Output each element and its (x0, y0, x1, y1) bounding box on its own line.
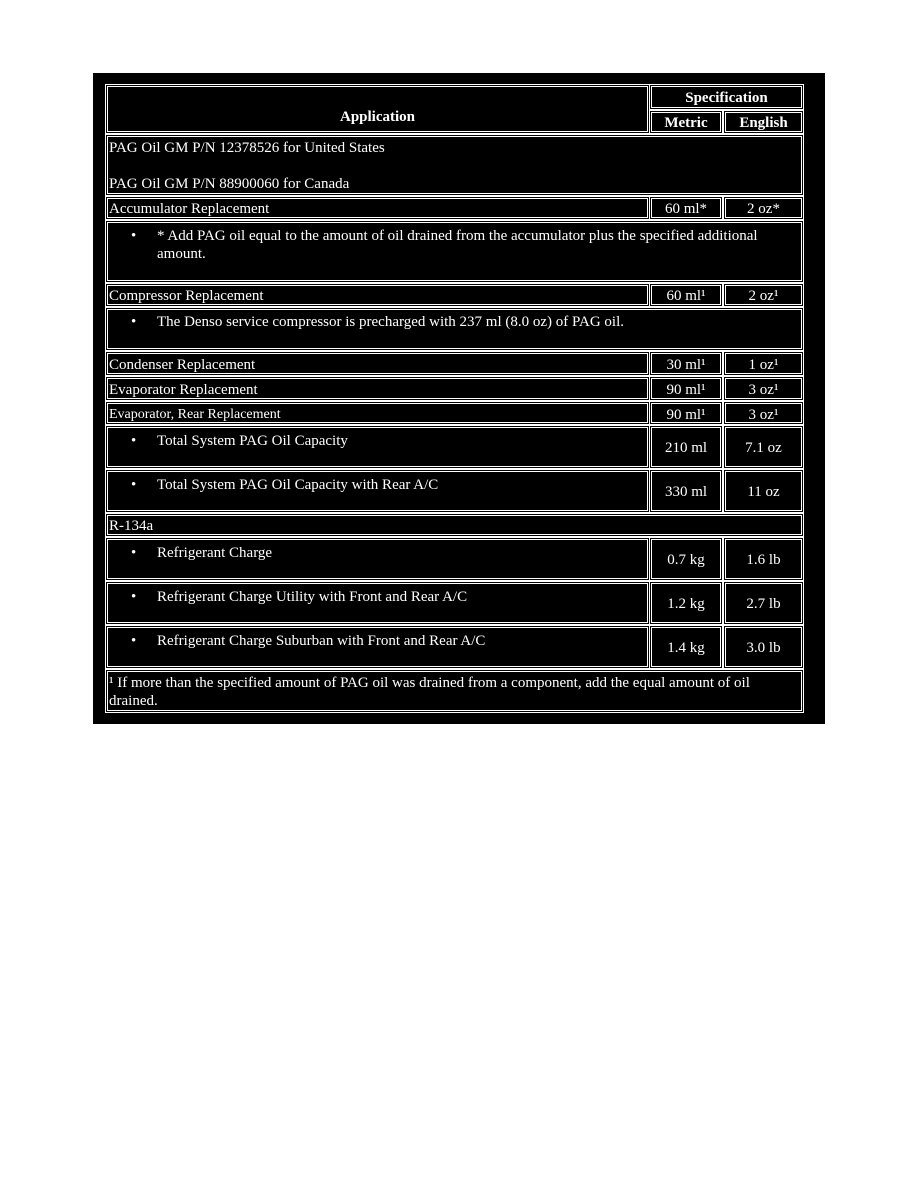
evaporator-rear-label-cell (105, 401, 650, 425)
accumulator-label: Accumulator Replacement (109, 201, 270, 217)
accumulator-label-cell (105, 196, 650, 220)
charge-utility-english: 2.7 lb (746, 595, 781, 612)
charge-suburban-english: 3.0 lb (746, 639, 781, 656)
charge-label-cell (105, 537, 650, 581)
charge-suburban-metric: 1.4 kg (667, 639, 705, 656)
total-capacity-rear-english-cell (723, 469, 804, 513)
total-capacity-rear-english: 11 oz (747, 483, 780, 500)
list-item (109, 476, 646, 494)
condenser-metric: 30 ml¹ (666, 357, 706, 373)
total-capacity-rear-label-cell (105, 469, 650, 513)
list-item (109, 313, 800, 331)
pag-oil-us: PAG Oil GM P/N 12378526 for United States (109, 140, 385, 156)
total-capacity-english-cell (723, 425, 804, 469)
evaporator-rear-english: 3 oz¹ (748, 407, 779, 423)
total-capacity-metric-cell (649, 425, 723, 469)
charge-suburban-english-cell (723, 625, 804, 669)
list-item (109, 432, 646, 450)
charge-utility-label: Refrigerant Charge Utility with Front and Rear A/C (157, 589, 468, 605)
charge-metric-cell (649, 537, 723, 581)
bullet-icon: • (131, 314, 137, 330)
compressor-english: 2 oz¹ (748, 288, 779, 304)
charge-metric: 0.7 kg (667, 551, 705, 568)
accumulator-english-cell (723, 196, 804, 220)
footnote: ¹ If more than the specified amount of PAG oil was drained from a component, add the equal amount of oil drained. (109, 675, 750, 709)
refrigerant-section-cell (105, 513, 804, 537)
english-header: English (739, 114, 788, 131)
application-header: Application (339, 109, 415, 125)
total-capacity-label-cell (105, 425, 650, 469)
charge-utility-metric-cell (649, 581, 723, 625)
charge-english-cell (723, 537, 804, 581)
total-capacity-rear-metric-cell (649, 469, 723, 513)
accumulator-note: * Add PAG oil equal to the amount of oil drained from the accumulator plus the specified additional amount. (157, 228, 758, 262)
spec-table (93, 73, 825, 724)
evaporator-rear-metric-cell (649, 401, 723, 425)
pag-oil-canada: PAG Oil GM P/N 88900060 for Canada (109, 176, 350, 192)
condenser-metric-cell (649, 351, 723, 376)
metric-header-cell (649, 110, 723, 134)
evaporator-label-cell (105, 376, 650, 401)
accumulator-english: 2 oz* (747, 201, 780, 217)
list-item (109, 632, 646, 650)
evaporator-rear-label: Evaporator, Rear Replacement (109, 407, 281, 422)
evaporator-metric-cell (649, 376, 723, 401)
pag-oil-part-numbers (105, 134, 804, 196)
specification-header-cell (649, 84, 804, 110)
condenser-english: 1 oz¹ (748, 357, 779, 373)
compressor-label-cell (105, 283, 650, 307)
charge-suburban-label-cell (105, 625, 650, 669)
charge-utility-english-cell (723, 581, 804, 625)
evaporator-rear-metric: 90 ml¹ (666, 407, 706, 423)
compressor-note: The Denso service compressor is precharged with 237 ml (8.0 oz) of PAG oil. (157, 314, 624, 330)
condenser-english-cell (723, 351, 804, 376)
application-header-cell (105, 84, 650, 134)
refrigerant-section-label: R-134a (109, 518, 154, 534)
evaporator-english-cell (723, 376, 804, 401)
total-capacity-rear-label: Total System PAG Oil Capacity with Rear A/C (157, 477, 439, 493)
total-capacity-rear-metric: 330 ml (664, 483, 708, 500)
compressor-metric-cell (649, 283, 723, 307)
charge-utility-label-cell (105, 581, 650, 625)
evaporator-label: Evaporator Replacement (109, 382, 258, 398)
charge-suburban-metric-cell (649, 625, 723, 669)
compressor-note-cell (105, 307, 804, 351)
evaporator-english: 3 oz¹ (748, 382, 779, 398)
bullet-icon: • (131, 589, 137, 605)
compressor-label: Compressor Replacement (109, 288, 264, 304)
total-capacity-english: 7.1 oz (745, 439, 782, 456)
compressor-english-cell (723, 283, 804, 307)
compressor-metric: 60 ml¹ (666, 288, 706, 304)
evaporator-rear-english-cell (723, 401, 804, 425)
condenser-label: Condenser Replacement (109, 357, 256, 373)
metric-header: Metric (664, 114, 708, 131)
total-capacity-metric: 210 ml (664, 439, 708, 456)
accumulator-note-cell (105, 220, 804, 283)
charge-english: 1.6 lb (746, 551, 781, 568)
bullet-icon: • (131, 433, 137, 449)
bullet-icon: • (131, 633, 137, 649)
charge-utility-metric: 1.2 kg (667, 595, 705, 612)
specification-header: Specification (685, 89, 768, 106)
evaporator-metric: 90 ml¹ (666, 382, 706, 398)
accumulator-metric-cell (649, 196, 723, 220)
bullet-icon: • (131, 477, 137, 493)
english-header-cell (723, 110, 804, 134)
list-item (109, 544, 646, 562)
condenser-label-cell (105, 351, 650, 376)
charge-suburban-label: Refrigerant Charge Suburban with Front and Rear A/C (157, 633, 486, 649)
footnote-cell (105, 669, 804, 713)
total-capacity-label: Total System PAG Oil Capacity (157, 433, 348, 449)
accumulator-metric: 60 ml* (664, 201, 708, 217)
list-item (109, 227, 800, 263)
list-item (109, 588, 646, 606)
charge-label: Refrigerant Charge (157, 545, 273, 561)
bullet-icon: • (131, 545, 137, 561)
bullet-icon: • (131, 228, 137, 244)
